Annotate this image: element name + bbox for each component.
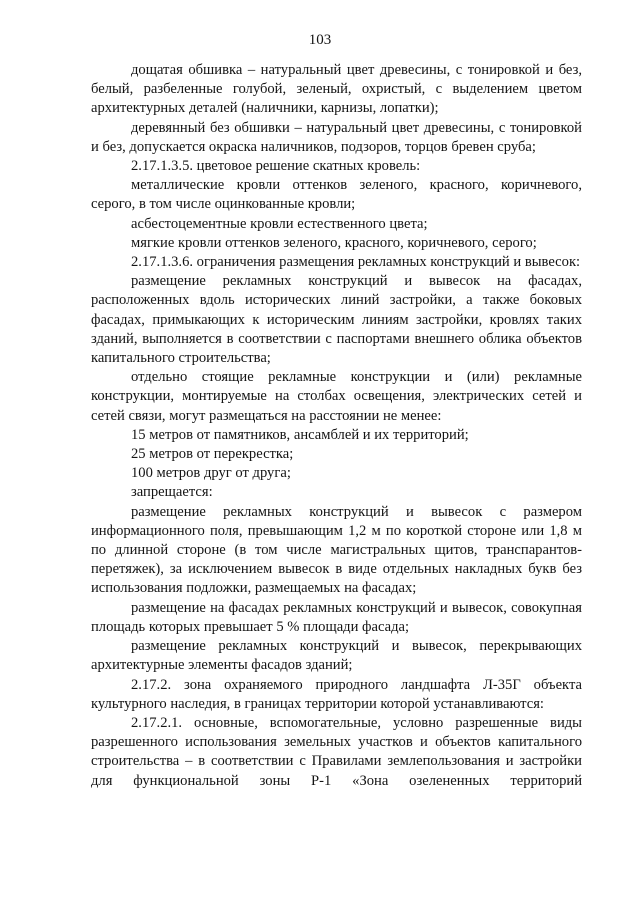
paragraph-asbestos-roofs: асбестоцементные кровли естественного цвета; <box>131 215 428 232</box>
paragraph-prohibited-overlap: размещение рекламных конструкций и вывесок, перекрывающих архитектурные элементы фасадов зданий; <box>91 638 582 674</box>
paragraph-land-use-types: 2.17.2.1. основные, вспомогательные, условно разрешенные виды разрешенного использования земельных участков и объектов капитального строительства – в соответствии с Правилами землепользования и застройки для функциональной зоны Р-1 «Зона озелененных территорий <box>91 714 582 789</box>
paragraph-prohibited-heading: запрещается: <box>131 484 213 501</box>
paragraph-distance-intersection: 25 метров от перекрестка; <box>131 446 294 463</box>
page-number: 103 <box>308 32 332 48</box>
paragraph-prohibited-area: размещение на фасадах рекламных конструкций и вывесок, совокупная площадь которых превышает 5 % площади фасада; <box>91 599 582 635</box>
paragraph-metal-roofs: металлические кровли оттенков зеленого, красного, коричневого, серого, в том числе оцинкованные кровли; <box>91 177 582 213</box>
paragraph-prohibited-size: размещение рекламных конструкций и вывесок с размером информационного поля, превышающим 1,2 м по короткой стороне или 1,8 м по длинной стороне (в том числе магистральных щитов, транспарантов-перетяжек), за исключением вывесок в виде отдельных накладных букв без использования подложки, размещаемых на фасадах; <box>91 503 582 597</box>
paragraph-standalone-advertising: отдельно стоящие рекламные конструкции и (или) рекламные конструкции, монтируемые на столбах освещения, электрических сетей и сетей связи, могут размещаться на расстоянии не менее: <box>91 369 582 424</box>
paragraph-distance-monuments: 15 метров от памятников, ансамблей и их территорий; <box>131 426 469 443</box>
document-body <box>91 61 582 791</box>
paragraph-advertising-limits-heading: 2.17.1.3.6. ограничения размещения рекламных конструкций и вывесок: <box>131 254 581 271</box>
paragraph-distance-each-other: 100 метров друг от друга; <box>131 465 291 482</box>
paragraph-wood-no-siding-colors: деревянный без обшивки – натуральный цвет древесины, с тонировкой и без, допускается окраска наличников, подзоров, торцов бревен сруба; <box>91 119 582 155</box>
paragraph-facade-advertising: размещение рекламных конструкций и вывесок на фасадах, расположенных вдоль исторических линий застройки, а также боковых фасадах, примыкающих к историческим линиям застройки, кровлях таких зданий, выполняется в соответствии с паспортами внешнего облика объектов капитального строительства; <box>91 273 582 367</box>
paragraph-soft-roofs: мягкие кровли оттенков зеленого, красного, коричневого, серого; <box>131 234 537 251</box>
paragraph-roof-color-heading: 2.17.1.3.5. цветовое решение скатных кровель: <box>131 158 421 175</box>
paragraph-landscape-zone: 2.17.2. зона охраняемого природного ландшафта Л-35Г объекта культурного наследия, в границах территории которой устанавливаются: <box>91 676 582 712</box>
paragraph-wood-siding-colors: дощатая обшивка – натуральный цвет древесины, с тонировкой и без, белый, разбеленные голубой, зеленый, охристый, с выделением цветом архитектурных деталей (наличники, карнизы, лопатки); <box>91 62 582 117</box>
